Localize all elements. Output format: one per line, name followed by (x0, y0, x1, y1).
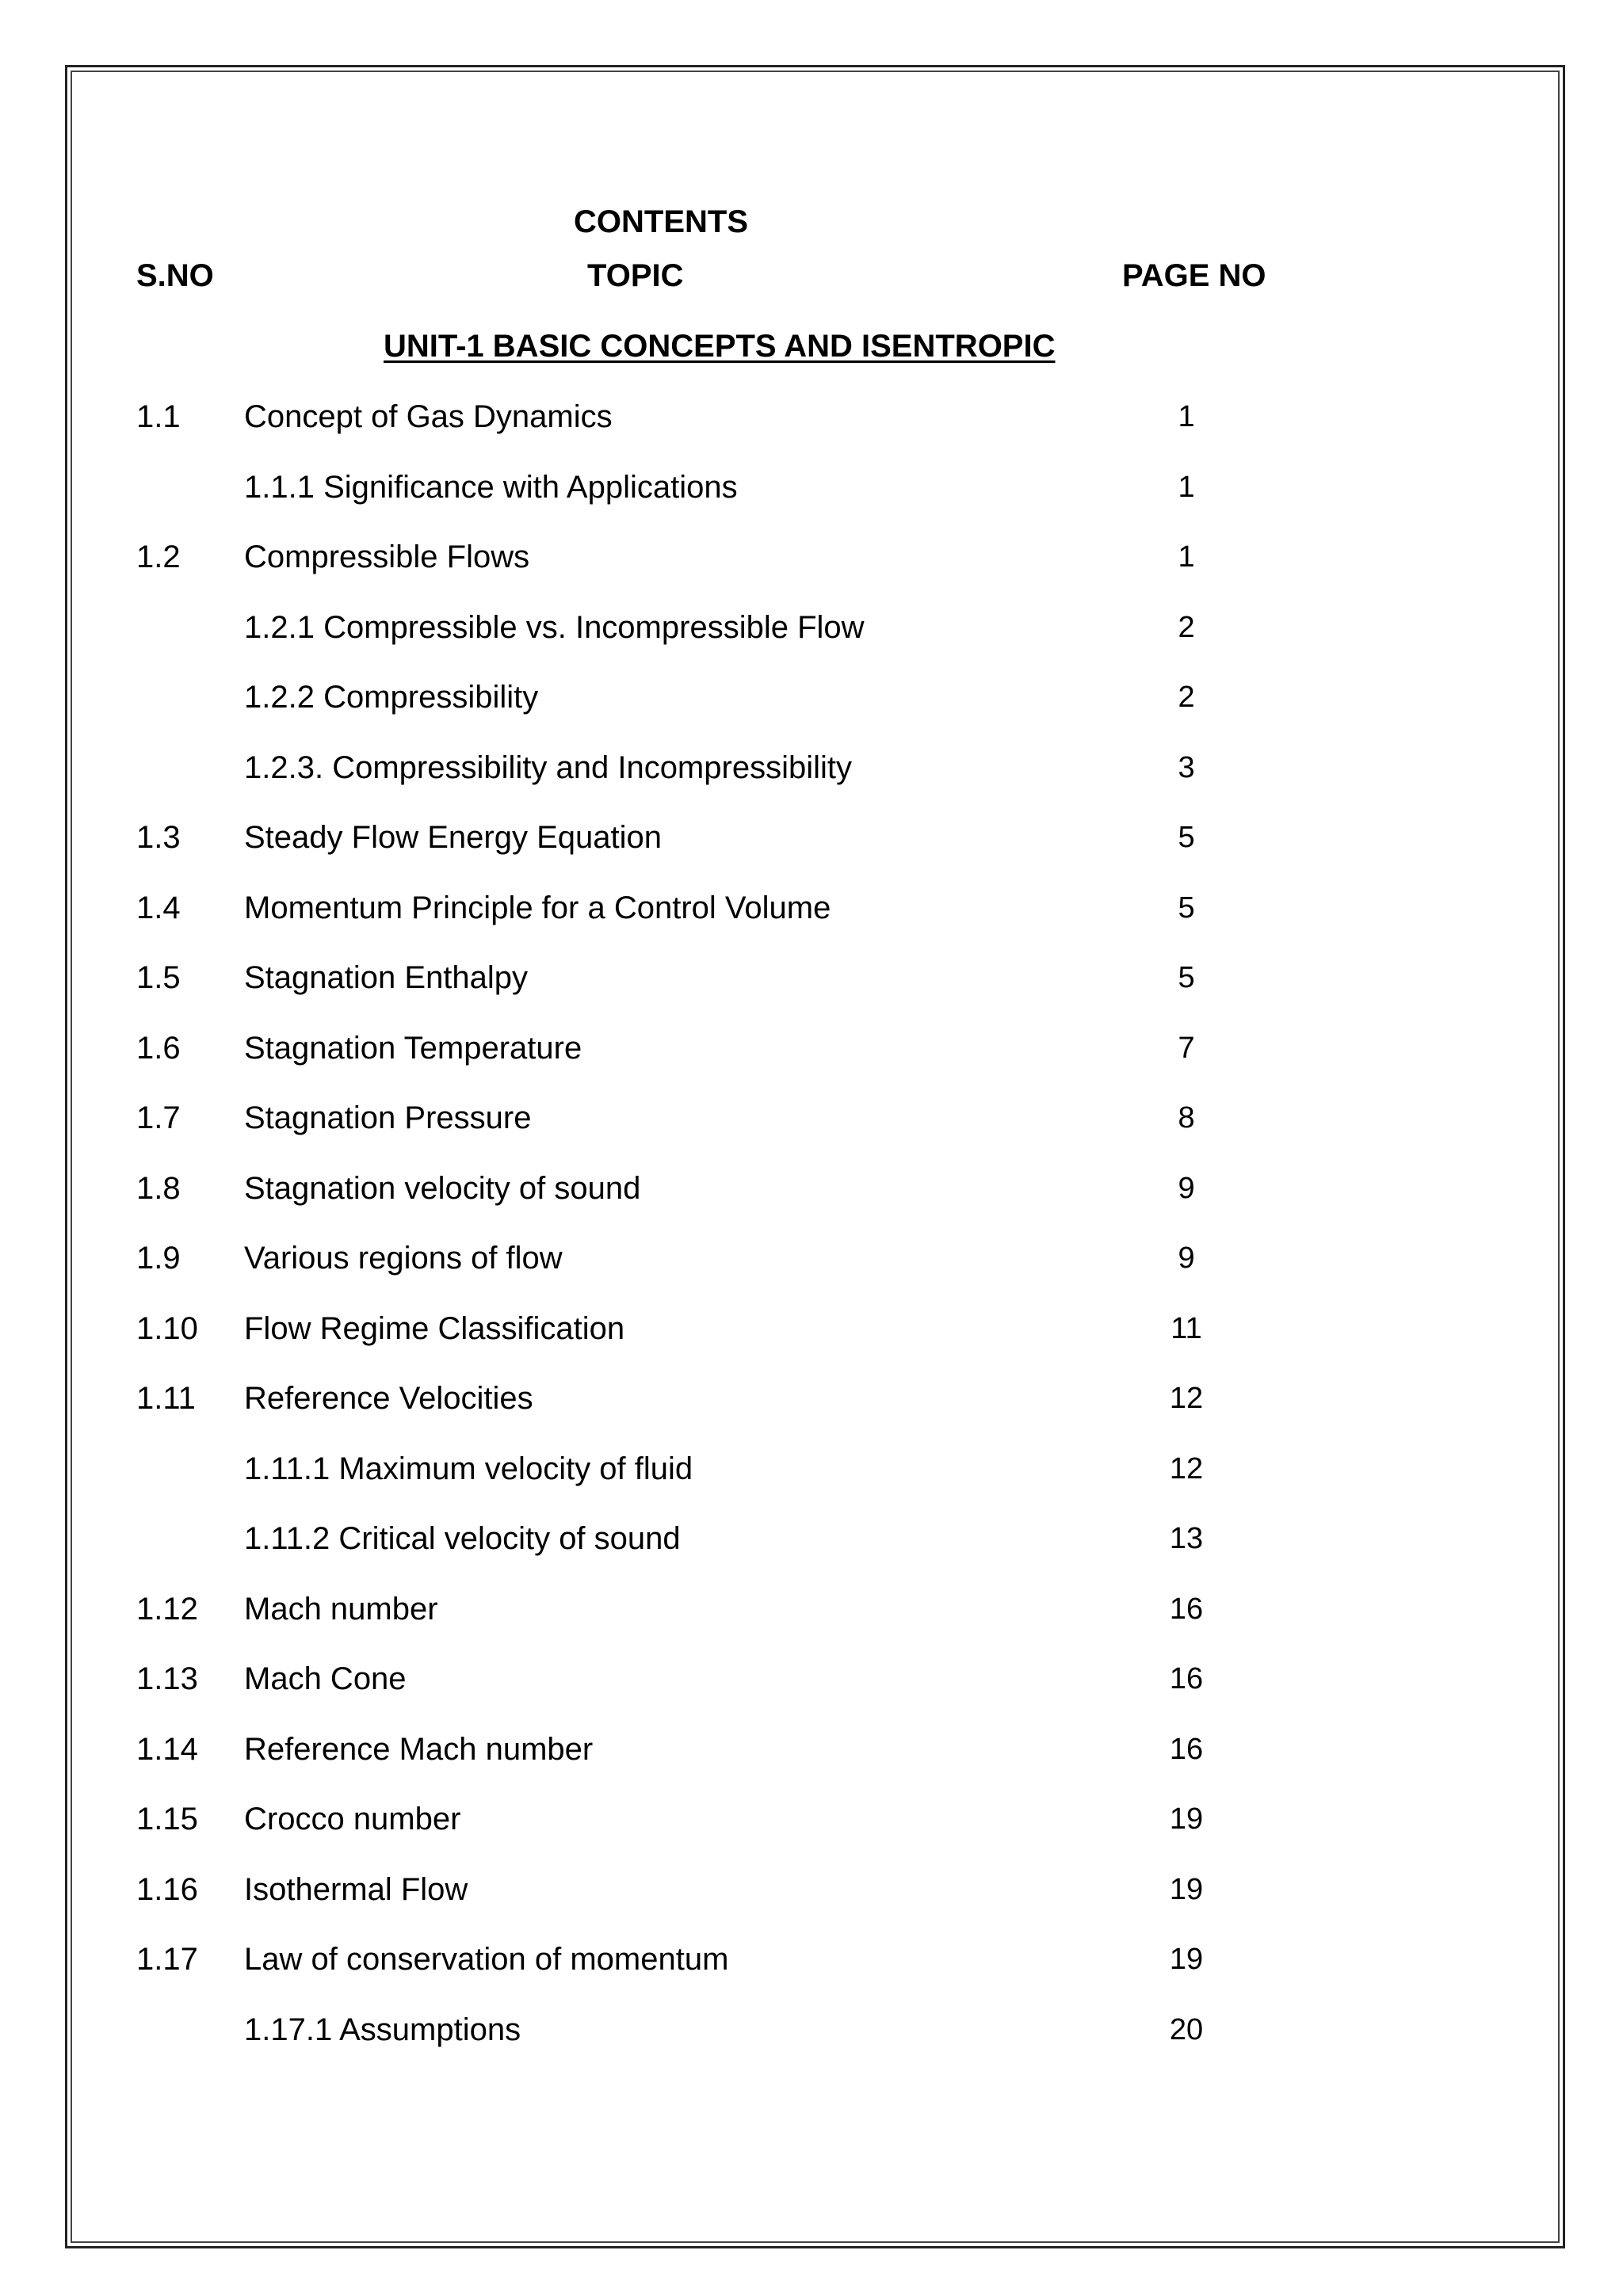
toc-topic: Mach Cone (244, 1661, 407, 1696)
toc-topic: Reference Mach number (244, 1732, 594, 1767)
toc-topic: Isothermal Flow (244, 1872, 468, 1907)
toc-section-number: 1.12 (136, 1592, 198, 1627)
toc-topic: Flow Regime Classification (244, 1311, 625, 1346)
toc-topic: 1.1.1 Significance with Applications (244, 470, 738, 505)
toc-row: 1.8 Stagnation velocity of sound 9 (0, 1166, 1623, 1211)
toc-section-number: 1.7 (136, 1100, 181, 1135)
toc-section-number: 1.14 (136, 1732, 198, 1767)
toc-row: 1.16 Isothermal Flow 19 (0, 1867, 1623, 1912)
toc-row: 1.6 Stagnation Temperature 7 (0, 1026, 1623, 1070)
toc-row: 1.17.1 Assumptions 20 (0, 2008, 1623, 2052)
toc-topic: 1.2.1 Compressible vs. Incompressible Flow (244, 610, 865, 645)
toc-topic: Reference Velocities (244, 1381, 533, 1416)
toc-row: 1.2.3. Compressibility and Incompressibility 3 (0, 746, 1623, 790)
toc-section-number: 1.11 (136, 1381, 196, 1416)
toc-section-number: 1.17 (136, 1942, 198, 1977)
toc-section-number: 1.5 (136, 960, 181, 995)
toc-row: 1.10 Flow Regime Classification 11 (0, 1306, 1623, 1351)
header-page-no: PAGE NO (1122, 258, 1266, 293)
toc-topic: 1.11.2 Critical velocity of sound (244, 1521, 681, 1556)
toc-row: 1.2.2 Compressibility 2 (0, 675, 1623, 719)
toc-topic: Stagnation velocity of sound (244, 1171, 641, 1206)
toc-section-number: 1.4 (136, 891, 181, 925)
toc-section-number: 1.6 (136, 1031, 181, 1066)
toc-topic: Stagnation Temperature (244, 1031, 582, 1066)
toc-topic: Momentum Principle for a Control Volume (244, 891, 831, 925)
toc-row: 1.4 Momentum Principle for a Control Volume 5 (0, 886, 1623, 930)
header-topic: TOPIC (587, 258, 684, 293)
toc-section-number: 1.13 (136, 1661, 198, 1696)
toc-topic: Stagnation Pressure (244, 1100, 532, 1135)
toc-section-number: 1.2 (136, 540, 181, 574)
toc-section-number: 1.15 (136, 1802, 198, 1836)
toc-section-number: 1.9 (136, 1241, 181, 1276)
toc-row: 1.9 Various regions of flow 9 (0, 1236, 1623, 1280)
toc-row: 1.3 Steady Flow Energy Equation 5 (0, 815, 1623, 860)
toc-row: 1.15 Crocco number 19 (0, 1797, 1623, 1841)
unit-title: UNIT-1 BASIC CONCEPTS AND ISENTROPIC (384, 329, 1056, 364)
toc-row: 1.17 Law of conservation of momentum 19 (0, 1937, 1623, 1981)
toc-topic: Mach number (244, 1592, 438, 1627)
toc-topic: Various regions of flow (244, 1241, 563, 1276)
toc-row: 1.5 Stagnation Enthalpy 5 (0, 955, 1623, 1000)
toc-row: 1.11 Reference Velocities 12 (0, 1376, 1623, 1421)
toc-topic: Crocco number (244, 1802, 461, 1836)
toc-row: 1.1.1 Significance with Applications 1 (0, 465, 1623, 509)
toc-topic: 1.2.2 Compressibility (244, 680, 539, 715)
toc-topic: Stagnation Enthalpy (244, 960, 529, 995)
toc-topic: Compressible Flows (244, 540, 530, 574)
toc-topic: Concept of Gas Dynamics (244, 399, 613, 434)
toc-row: 1.14 Reference Mach number 16 (0, 1727, 1623, 1772)
toc-topic: 1.11.1 Maximum velocity of fluid (244, 1451, 693, 1486)
toc-section-number: 1.1 (136, 399, 181, 434)
toc-row: 1.11.2 Critical velocity of sound 13 (0, 1516, 1623, 1561)
toc-section-number: 1.16 (136, 1872, 198, 1907)
toc-topic: 1.2.3. Compressibility and Incompressibility (244, 750, 852, 785)
toc-section-number: 1.10 (136, 1311, 198, 1346)
toc-row: 1.1 Concept of Gas Dynamics 1 (0, 395, 1623, 439)
toc-row: 1.2.1 Compressible vs. Incompressible Flow 2 (0, 605, 1623, 650)
toc-row: 1.13 Mach Cone 16 (0, 1657, 1623, 1701)
toc-section-number: 1.8 (136, 1171, 181, 1206)
toc-row: 1.11.1 Maximum velocity of fluid 12 (0, 1447, 1623, 1491)
toc-topic: 1.17.1 Assumptions (244, 2012, 521, 2047)
toc-row: 1.12 Mach number 16 (0, 1587, 1623, 1631)
toc-topic: Law of conservation of momentum (244, 1942, 729, 1977)
contents-title: CONTENTS (574, 204, 748, 239)
toc-row: 1.7 Stagnation Pressure 8 (0, 1096, 1623, 1140)
header-sno: S.NO (136, 258, 214, 293)
toc-row: 1.2 Compressible Flows 1 (0, 535, 1623, 579)
toc-section-number: 1.3 (136, 820, 181, 855)
toc-topic: Steady Flow Energy Equation (244, 820, 662, 855)
